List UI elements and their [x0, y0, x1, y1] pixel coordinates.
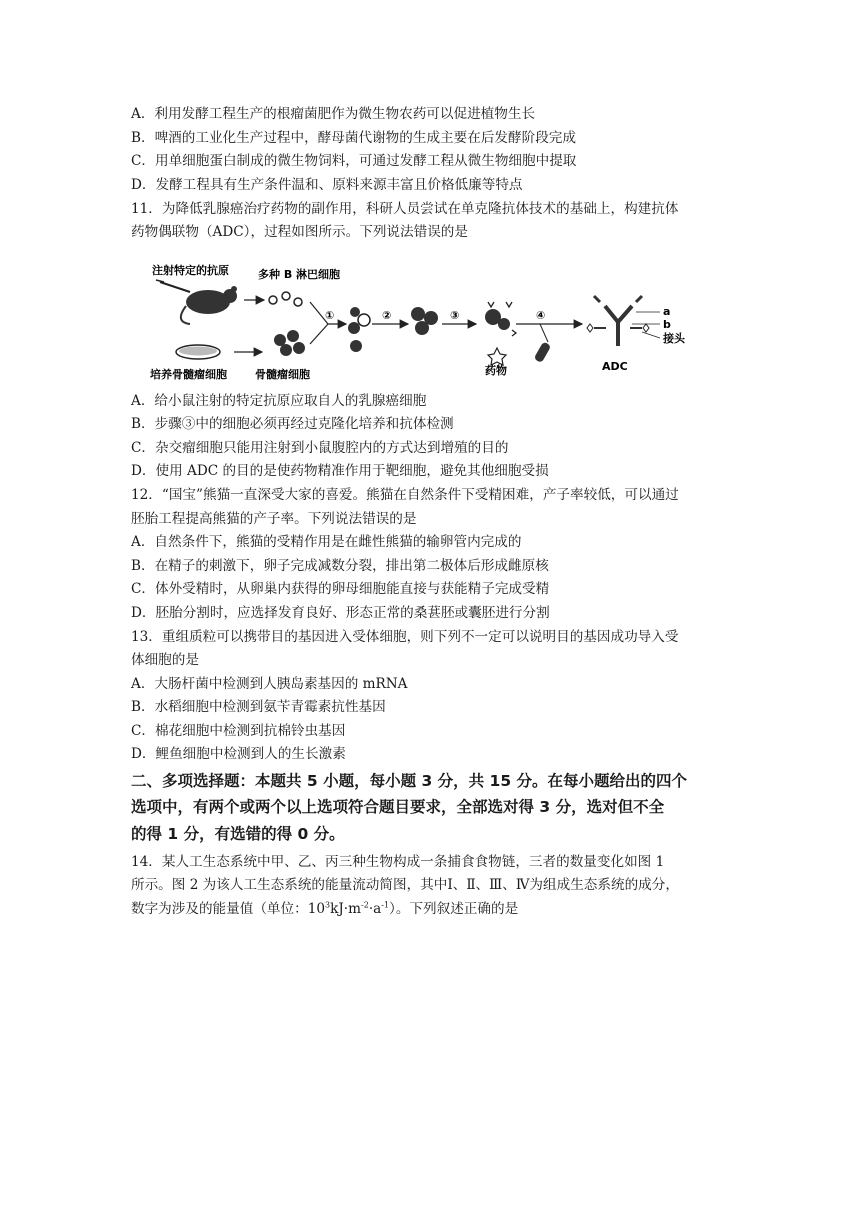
- q12-option-a: A．自然条件下，熊猫的受精作用是在雌性熊猫的输卵管内完成的: [131, 534, 522, 550]
- q11-stem-line2: 药物偶联物（ADC），过程如图所示。下列说法错误的是: [131, 224, 468, 240]
- adc-process-figure: [150, 262, 710, 380]
- q13-option-d: D．鲤鱼细胞中检测到人的生长激素: [131, 746, 346, 762]
- hybridoma-cells-icon: [411, 307, 438, 335]
- q11-stem-line1: 11．为降低乳腺癌治疗药物的副作用，科研人员尝试在单克隆抗体技术的基础上，构建抗体: [131, 201, 679, 217]
- step-3-label: ③: [450, 309, 460, 322]
- syringe-icon: [156, 280, 190, 292]
- label-linker: 接头: [663, 332, 685, 345]
- label-culture-myeloma: 培养骨髓瘤细胞: [150, 368, 227, 380]
- q12-option-b: B．在精子的刺激下，卵子完成减数分裂，排出第二极体后形成雌原核: [131, 558, 549, 574]
- q13-stem-line2: 体细胞的是: [131, 652, 199, 668]
- q14-stem-line1: 14．某人工生态系统中甲、乙、丙三种生物构成一条捕食食物链，三者的数量变化如图 1: [131, 854, 665, 870]
- q11-option-b: B．步骤③中的细胞必须再经过克隆化培养和抗体检测: [131, 416, 454, 432]
- drug-icon: [488, 348, 506, 365]
- label-b-cells: 多种 B 淋巴细胞: [258, 268, 341, 281]
- antibody-secreting-cell-icon: [485, 302, 516, 336]
- section2-heading-line2: 选项中，有两个或两个以上选项符合题目要求，全部选对得 3 分，选对但不全: [131, 798, 665, 816]
- section2-heading-line1: 二、多项选择题：本题共 5 小题，每小题 3 分，共 15 分。在每小题给出的四个: [131, 772, 688, 790]
- petri-dish-icon: [176, 345, 220, 359]
- q11-option-d: D．使用 ADC 的目的是使药物精准作用于靶细胞，避免其他细胞受损: [131, 463, 549, 479]
- step-1-label: ①: [325, 309, 335, 322]
- q11-option-a: A．给小鼠注射的特定抗原应取自人的乳腺癌细胞: [131, 393, 427, 409]
- q13-option-c: C．棉花细胞中检测到抗棉铃虫基因: [131, 723, 346, 739]
- q10-option-b: B．啤酒的工业化生产过程中，酵母菌代谢物的生成主要在后发酵阶段完成: [131, 130, 576, 146]
- q14-stem-line3: 数字为涉及的能量值（单位：$10^3kJ\cdot m^{-2}\cdot a^{-1}$）。下列叙述正确的是: [131, 900, 519, 917]
- antibody-tube-icon: [534, 341, 552, 363]
- label-b: b: [663, 318, 671, 331]
- q10-option-d: D．发酵工程具有生产条件温和、原料来源丰富且价格低廉等特点: [131, 177, 523, 193]
- q10-option-c: C．用单细胞蛋白制成的微生物饲料，可通过发酵工程从微生物细胞中提取: [131, 153, 577, 169]
- fused-cells-icon: [348, 307, 370, 352]
- step-2-label: ②: [382, 309, 392, 322]
- label-adc: ADC: [602, 360, 628, 373]
- section2-heading-line3: 的得 1 分，有选错的得 0 分。: [131, 825, 345, 843]
- q12-stem-line1: 12．“国宝”熊猫一直深受大家的喜爱。熊猫在自然条件下受精困难，产子率较低，可以通过: [131, 487, 679, 503]
- q14-stem-line2: 所示。图 2 为该人工生态系统的能量流动简图，其中Ⅰ、Ⅱ、Ⅲ、Ⅳ为组成生态系统的成分，: [131, 877, 679, 893]
- q12-stem-line2: 胚胎工程提高熊猫的产子率。下列说法错误的是: [131, 511, 417, 527]
- q13-option-a: A．大肠杆菌中检测到人胰岛素基因的 mRNA: [131, 676, 408, 692]
- q11-option-c: C．杂交瘤细胞只能用注射到小鼠腹腔内的方式达到增殖的目的: [131, 440, 509, 456]
- q10-option-a: A．利用发酵工程生产的根瘤菌肥作为微生物农药可以促进植物生长: [131, 106, 536, 122]
- q12-option-d: D．胚胎分割时，应选择发育良好、形态正常的桑葚胚或囊胚进行分割: [131, 605, 550, 621]
- label-drug: 药物: [485, 364, 507, 377]
- myeloma-cells-icon: [274, 330, 305, 356]
- q13-stem-line1: 13．重组质粒可以携带目的基因进入受体细胞，则下列不一定可以说明目的基因成功导入受: [131, 629, 679, 645]
- q12-option-c: C．体外受精时，从卵巢内获得的卵母细胞能直接与获能精子完成受精: [131, 581, 550, 597]
- step-4-label: ④: [536, 309, 546, 322]
- q13-option-b: B．水稻细胞中检测到氨苄青霉素抗性基因: [131, 699, 386, 715]
- adc-molecule-icon: [587, 296, 660, 346]
- label-inject-antigen: 注射特定的抗原: [152, 264, 229, 277]
- b-cells-icon: [269, 292, 302, 306]
- label-a: a: [663, 305, 671, 318]
- label-myeloma-cells: 骨髓瘤细胞: [255, 368, 310, 380]
